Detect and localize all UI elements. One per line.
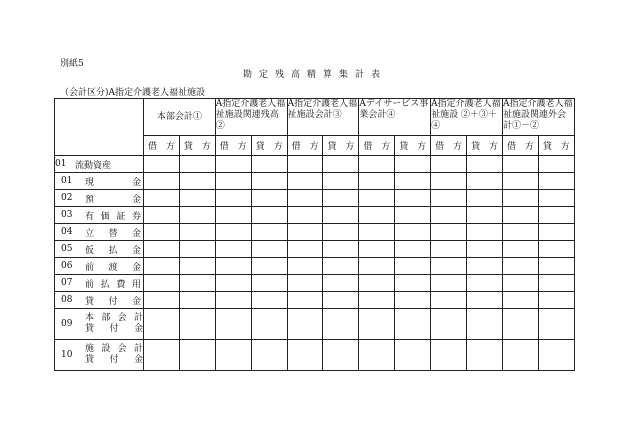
amount-cell xyxy=(502,190,538,207)
amount-cell xyxy=(287,173,323,190)
amount-cell xyxy=(395,275,431,292)
amount-cell xyxy=(395,292,431,309)
debit-header xyxy=(287,136,323,156)
amount-cell xyxy=(215,173,251,190)
table-row xyxy=(55,173,575,190)
debit-header xyxy=(431,136,467,156)
amount-cell xyxy=(287,224,323,241)
amount-cell xyxy=(215,340,251,371)
amount-cell xyxy=(215,156,251,173)
accounting-division: （会計区分)A指定介護老人福祉施設 xyxy=(60,88,206,98)
credit-label: 貸方 xyxy=(183,142,211,152)
amount-cell xyxy=(502,258,538,275)
account-number: 05 xyxy=(61,244,73,254)
amount-cell xyxy=(538,258,574,275)
amount-cell xyxy=(144,340,180,371)
account-number: 10 xyxy=(61,350,73,360)
debit-header xyxy=(144,136,180,156)
amount-cell xyxy=(251,190,287,207)
credit-header xyxy=(467,136,503,156)
amount-cell xyxy=(215,224,251,241)
amount-cell xyxy=(395,258,431,275)
account-number: 02 xyxy=(61,193,73,203)
amount-cell xyxy=(323,224,359,241)
credit-header xyxy=(323,136,359,156)
amount-cell xyxy=(323,156,359,173)
table-row xyxy=(55,241,575,258)
account-name-line: 本 部 会 計 xyxy=(85,313,143,323)
amount-cell xyxy=(538,190,574,207)
amount-cell xyxy=(467,275,503,292)
credit-header xyxy=(251,136,287,156)
amount-cell xyxy=(287,309,323,340)
amount-cell xyxy=(215,309,251,340)
account-label xyxy=(55,156,144,173)
account-label xyxy=(55,224,144,241)
amount-cell xyxy=(323,340,359,371)
account-name: 現 金 xyxy=(85,177,141,188)
debit-label: 借方 xyxy=(506,142,534,152)
amount-cell xyxy=(287,156,323,173)
amount-cell xyxy=(323,190,359,207)
amount-cell xyxy=(467,309,503,340)
amount-cell xyxy=(467,173,503,190)
amount-cell xyxy=(502,156,538,173)
amount-cell xyxy=(538,207,574,224)
amount-cell xyxy=(395,241,431,258)
amount-cell xyxy=(467,258,503,275)
amount-cell xyxy=(467,241,503,258)
amount-cell xyxy=(502,173,538,190)
amount-cell xyxy=(395,224,431,241)
amount-cell xyxy=(251,309,287,340)
amount-cell xyxy=(359,292,395,309)
amount-cell xyxy=(215,275,251,292)
amount-cell xyxy=(359,275,395,292)
account-label xyxy=(55,292,144,309)
amount-cell xyxy=(179,224,215,241)
amount-cell xyxy=(144,173,180,190)
amount-cell xyxy=(538,224,574,241)
amount-cell xyxy=(144,190,180,207)
amount-cell xyxy=(395,190,431,207)
amount-cell xyxy=(395,340,431,371)
amount-cell xyxy=(431,309,467,340)
amount-cell xyxy=(144,241,180,258)
amount-cell xyxy=(467,340,503,371)
account-number: 04 xyxy=(61,227,73,237)
credit-header xyxy=(395,136,431,156)
col-head-6: A指定介護老人福祉施設関連外会計①－② xyxy=(502,99,574,136)
amount-cell xyxy=(467,207,503,224)
amount-cell xyxy=(251,292,287,309)
amount-cell xyxy=(431,292,467,309)
amount-cell xyxy=(467,190,503,207)
table-row xyxy=(55,207,575,224)
amount-cell xyxy=(502,275,538,292)
amount-cell xyxy=(502,292,538,309)
amount-cell xyxy=(323,275,359,292)
account-name: 立 替 金 xyxy=(85,228,141,239)
account-number: 01 xyxy=(61,176,73,186)
amount-cell xyxy=(179,156,215,173)
account-label xyxy=(55,309,144,340)
debit-header xyxy=(215,136,251,156)
amount-cell xyxy=(431,173,467,190)
amount-cell xyxy=(431,156,467,173)
amount-cell xyxy=(144,292,180,309)
amount-cell xyxy=(359,340,395,371)
account-name: 仮 払 金 xyxy=(85,245,141,256)
table-row xyxy=(55,258,575,275)
amount-cell xyxy=(395,309,431,340)
table-row xyxy=(55,224,575,241)
amount-cell xyxy=(323,258,359,275)
debit-label: 借方 xyxy=(219,142,247,152)
amount-cell xyxy=(179,292,215,309)
amount-cell xyxy=(431,224,467,241)
amount-cell xyxy=(144,309,180,340)
amount-cell xyxy=(179,258,215,275)
debit-label: 借方 xyxy=(363,142,391,152)
credit-label: 貸方 xyxy=(255,142,283,152)
amount-cell xyxy=(431,340,467,371)
amount-cell xyxy=(359,173,395,190)
amount-cell xyxy=(359,207,395,224)
amount-cell xyxy=(467,156,503,173)
account-number: 03 xyxy=(61,210,73,220)
amount-cell xyxy=(538,340,574,371)
col-head-4: Aデイサービス事業会計④ xyxy=(359,99,431,136)
account-number: 06 xyxy=(61,261,73,271)
amount-cell xyxy=(538,309,574,340)
account-name-line: 貸 付 金 xyxy=(85,355,143,365)
amount-cell xyxy=(215,190,251,207)
amount-cell xyxy=(431,190,467,207)
amount-cell xyxy=(251,340,287,371)
amount-cell xyxy=(538,275,574,292)
amount-cell xyxy=(179,190,215,207)
amount-cell xyxy=(251,173,287,190)
amount-cell xyxy=(538,292,574,309)
amount-cell xyxy=(538,173,574,190)
account-number: 01 xyxy=(55,159,67,169)
amount-cell xyxy=(287,241,323,258)
debit-label: 借方 xyxy=(435,142,463,152)
amount-cell xyxy=(395,173,431,190)
account-name: 前 渡 金 xyxy=(85,262,141,273)
amount-cell xyxy=(359,156,395,173)
settlement-table xyxy=(54,98,575,371)
document-title: 勘定残高精算集計表 xyxy=(242,70,387,80)
account-name: 有 価 証 券 xyxy=(85,211,141,222)
amount-cell xyxy=(179,173,215,190)
account-name: 貸 付 金 xyxy=(85,296,141,307)
table-row xyxy=(55,292,575,309)
amount-cell xyxy=(179,207,215,224)
account-number: 09 xyxy=(61,319,73,329)
amount-cell xyxy=(179,309,215,340)
account-number: 08 xyxy=(61,295,73,305)
amount-cell xyxy=(179,340,215,371)
credit-label: 貸方 xyxy=(471,142,498,152)
col-head-5: A指定介護老人福祉施設 ②＋③＋④ xyxy=(431,99,503,136)
amount-cell xyxy=(502,309,538,340)
amount-cell xyxy=(215,292,251,309)
amount-cell xyxy=(431,207,467,224)
amount-cell xyxy=(538,156,574,173)
amount-cell xyxy=(467,292,503,309)
amount-cell xyxy=(215,207,251,224)
amount-cell xyxy=(287,340,323,371)
credit-label: 貸方 xyxy=(399,142,427,152)
amount-cell xyxy=(251,258,287,275)
table-row xyxy=(55,156,575,173)
amount-cell xyxy=(144,258,180,275)
col-head-1: 本部会計① xyxy=(144,99,216,136)
amount-cell xyxy=(359,258,395,275)
amount-cell xyxy=(251,156,287,173)
amount-cell xyxy=(144,207,180,224)
amount-cell xyxy=(502,241,538,258)
amount-cell xyxy=(251,224,287,241)
amount-cell xyxy=(431,258,467,275)
amount-cell xyxy=(287,275,323,292)
table-row xyxy=(55,190,575,207)
col-head-2: A指定介護老人福祉施設関連残高② xyxy=(215,99,287,136)
amount-cell xyxy=(502,340,538,371)
account-label xyxy=(55,258,144,275)
credit-header xyxy=(179,136,215,156)
amount-cell xyxy=(502,207,538,224)
debit-header xyxy=(502,136,538,156)
amount-cell xyxy=(179,241,215,258)
amount-cell xyxy=(251,275,287,292)
account-name-line: 貸 付 金 xyxy=(85,324,143,334)
amount-cell xyxy=(323,173,359,190)
credit-header xyxy=(538,136,574,156)
amount-cell xyxy=(323,292,359,309)
column-header-row xyxy=(55,99,575,136)
amount-cell xyxy=(287,190,323,207)
amount-cell xyxy=(287,292,323,309)
amount-cell xyxy=(431,241,467,258)
col-head-3: A指定介護老人福祉施設会計③ xyxy=(287,99,359,136)
amount-cell xyxy=(144,156,180,173)
amount-cell xyxy=(467,224,503,241)
amount-cell xyxy=(215,258,251,275)
amount-cell xyxy=(251,241,287,258)
amount-cell xyxy=(431,275,467,292)
amount-cell xyxy=(359,224,395,241)
account-label xyxy=(55,190,144,207)
amount-cell xyxy=(179,275,215,292)
account-name: 預 金 xyxy=(85,194,141,205)
amount-cell xyxy=(323,241,359,258)
amount-cell xyxy=(538,241,574,258)
table-row xyxy=(55,275,575,292)
amount-cell xyxy=(251,207,287,224)
credit-label: 貸方 xyxy=(542,142,570,152)
debit-label: 借方 xyxy=(148,142,175,152)
amount-cell xyxy=(287,207,323,224)
amount-cell xyxy=(359,309,395,340)
corner-cell xyxy=(55,99,144,156)
amount-cell xyxy=(323,309,359,340)
amount-cell xyxy=(144,275,180,292)
amount-cell xyxy=(359,241,395,258)
amount-cell xyxy=(323,207,359,224)
amount-cell xyxy=(395,207,431,224)
debit-header xyxy=(359,136,395,156)
account-label xyxy=(55,340,144,371)
amount-cell xyxy=(395,156,431,173)
amount-cell xyxy=(215,241,251,258)
account-label xyxy=(55,173,144,190)
account-label xyxy=(55,207,144,224)
account-label xyxy=(55,241,144,258)
amount-cell xyxy=(144,224,180,241)
table-row xyxy=(55,340,575,371)
amount-cell xyxy=(287,258,323,275)
table-row xyxy=(55,309,575,340)
account-label xyxy=(55,275,144,292)
amount-cell xyxy=(359,190,395,207)
credit-label: 貸方 xyxy=(327,142,355,152)
account-number: 07 xyxy=(61,278,73,288)
attachment-label: 別紙5 xyxy=(60,59,84,69)
account-name-line: 施 設 会 計 xyxy=(85,344,143,354)
debit-label: 借方 xyxy=(291,142,319,152)
section-name: 流動資産 xyxy=(75,160,112,171)
account-name: 前 払 費 用 xyxy=(85,279,141,290)
amount-cell xyxy=(502,224,538,241)
